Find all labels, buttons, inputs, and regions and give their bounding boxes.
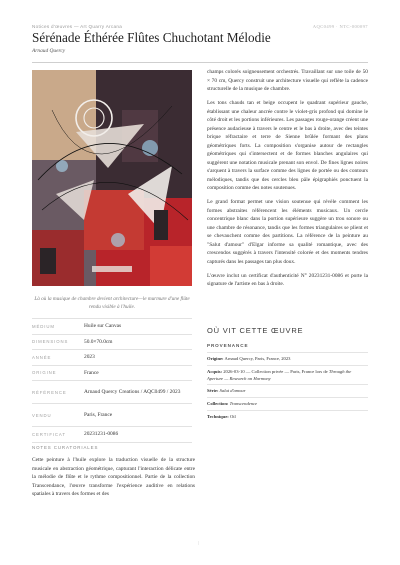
provenance-series: Salut d'amour <box>219 388 246 394</box>
detail-value: 50.0×70.0cm <box>84 338 113 345</box>
body-paragraph: L'œuvre inclut un certificat d'authenticité N° 20231231-0086 et porte la signature de l'artiste en bas à droite. <box>207 272 368 288</box>
detail-row-medium <box>32 318 192 334</box>
detail-label: VENDU <box>32 412 52 418</box>
provenance-item <box>207 365 368 385</box>
detail-label: ANNÉE <box>32 354 52 360</box>
body-paragraph: champs colorés soigneusement orchestrés. Travaillant sur une toile de 50 × 70 cm, Quercy construit une architecture visuelle qui reflète la cadence structurelle de la musique de chambre. <box>207 69 368 93</box>
article-body <box>207 68 368 294</box>
provenance-exhibition: Through the Aperture — Research on Harmony <box>207 368 352 381</box>
detail-row-certificate <box>32 426 192 443</box>
reference-code: AQC0499 · NTC-000097 <box>312 24 368 29</box>
provenance-collection: Transcendence <box>229 400 258 406</box>
provenance-item <box>207 410 368 423</box>
header-divider <box>32 62 368 63</box>
provenance-list <box>207 352 368 422</box>
page-title: Sérénade Éthérée Flûtes Chuchotant Mélodie <box>32 30 271 45</box>
provenance-label: Collection: <box>207 400 229 406</box>
detail-value: Paris, France <box>84 411 113 418</box>
provenance-label: Acquis: <box>207 368 223 374</box>
detail-value: 2023 <box>84 354 95 361</box>
body-paragraph: Le grand format permet une vision soutenue qui révèle comment les formes abstraites référencent les éléments musicaux. Un cercle concentrique blanc dans la portion supérieure suggère un trou sonore ou une chambre de résonance, tandis que les formes triangulaires se plient et se chevauchent comme des partitions. La référence de la peinture au "Salut d'amour" d'Elgar informe sa qualité romantique, avec des crescendos suggérés à travers l'intensité colorée et des moments tendres capturés dans les passages tan plus doux. <box>207 199 368 265</box>
provenance-text: Oil <box>229 413 236 419</box>
detail-row-origin <box>32 365 192 381</box>
artwork-image <box>32 70 192 286</box>
detail-value: Huile sur Canvas <box>84 323 122 330</box>
detail-row-dimensions <box>32 334 192 350</box>
detail-row-sold <box>32 403 192 426</box>
detail-value: Arnaud Quercy Creations / AQC0499 / 2023 <box>84 388 181 395</box>
provenance-text: Arnaud Quercy, Paris, France, 2023 <box>224 356 291 361</box>
detail-label: CERTIFICAT <box>32 431 66 437</box>
provenance-text: 2026-03-10 — Collection privée — Paris, France lors de <box>223 368 328 374</box>
page-marker: | <box>198 540 199 545</box>
detail-label: MÉDIUM <box>32 323 55 329</box>
detail-label: RÉFÉRENCE <box>32 389 67 395</box>
provenance-label: Technique: <box>207 413 229 419</box>
artwork-caption: Là où la musique de chambre devient architecture—le murmure d'une flûte rendu visible à l'huile. <box>34 296 190 310</box>
provenance-heading: PROVENANCE <box>207 343 249 348</box>
detail-label: ORIGINE <box>32 370 57 376</box>
breadcrumb[interactable]: Notices d'œuvres — Art Quarry Arcana <box>32 24 123 29</box>
detail-value: France <box>84 369 99 376</box>
artist-name: Arnaud Quercy <box>32 48 66 54</box>
provenance-label: Série: <box>207 388 219 394</box>
provenance-item <box>207 397 368 410</box>
detail-value: 20231231-0086 <box>84 431 119 438</box>
body-paragraph: Les tons chauds tan et beige occupent le quadrant supérieur gauche, établissant une chaleur ancrée contre le violet-gris profond qui domine le côté droit et les portions inférieures. Les passages rouge-orange créent une présence audacieuse à travers le centre et le bas à droite, avec des teintes brique réfractaire et terre de Sienne brûlée formant des plans géométriques forts. La composition s'organise autour de rectangles géométriques qui s'intersectent et de formes blanches angulaires qui suggèrent une notation musicale prenant son envol. De fines lignes noires s'arquent à travers la surface comme des lignes de portée ou des contours mélodiques, tandis que des cercles bleu pâle épigraphiés ponctuent la composition comme des notes soutenues. <box>207 99 368 192</box>
detail-row-reference <box>32 380 192 403</box>
detail-row-year <box>32 349 192 365</box>
location-heading: OÙ VIT CETTE ŒUVRE <box>207 326 304 335</box>
details-table <box>32 318 192 443</box>
detail-label: DIMENSIONS <box>32 339 69 345</box>
provenance-item <box>207 352 368 365</box>
notes-text: Cette peinture à l'huile explore la traduction visuelle de la structure musicale en abstraction géométrique, capturant l'interaction délicate entre la mélodie de flûte et le rythme compositionnel. Partie de la collection Transcendance, l'œuvre transforme l'expérience auditive en relations spatiales à travers des formes et des <box>32 457 195 498</box>
provenance-item <box>207 384 368 397</box>
provenance-label: Origine: <box>207 356 224 361</box>
notes-heading: NOTES CURATORIALES <box>32 445 99 450</box>
